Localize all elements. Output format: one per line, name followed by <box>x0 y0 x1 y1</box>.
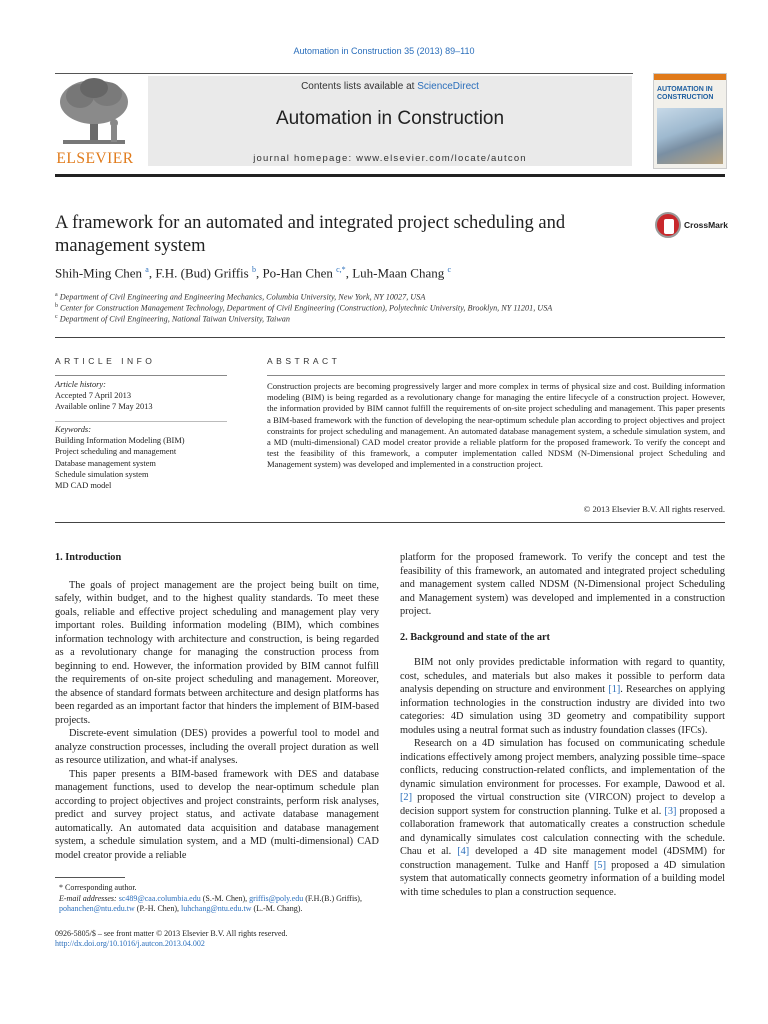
journal-homepage[interactable]: journal homepage: www.elsevier.com/locate/autcon <box>253 153 527 164</box>
abstract-copyright: © 2013 Elsevier B.V. All rights reserved. <box>583 504 725 514</box>
crossmark-badge[interactable] <box>655 212 727 240</box>
affiliation-a: $^a$ Department of Civil Engineering and Engineering Mechanics, Columbia University, New York, NY 10027, USA <box>55 292 426 302</box>
available-date: Available online 7 May 2013 <box>55 402 153 412</box>
abstract-text: Construction projects are becoming progressively larger and more complex in terms of physical size and cost. Building information modeling (BIM) is being regarded as a revolutionary change for managing the entire lifecycle of a construction project. However, the information provided by BIM cannot fulfill the requirements of on-site project scheduling and management. This paper presents a BIM-based framework with the function of developing the near-optimum schedule plan according to project objectives and project constraints for project scheduling and management. An automated database management system, a schedule simulation system, and a MD (multi-dimensional) CAD model creator provide a reliable platform for the proposed framework. To verify the concept and test the feasibility of this framework, a computer implementation called NDSM (N-Dimensional project Scheduling and Management system) was developed and implemented in a construction project. <box>267 381 725 470</box>
section-heading-background: 2. Background and state of the art <box>400 631 550 643</box>
affiliation-b: $^b$ Center for Construction Management Technology, Department of Civil Engineering (Construction), Polytechnic University, Brooklyn, NY 11201, USA <box>55 303 553 313</box>
citation-link[interactable]: [4] <box>457 846 470 857</box>
sciencedirect-link[interactable]: ScienceDirect <box>417 81 479 92</box>
journal-name: Automation in Construction <box>275 108 505 129</box>
email-link[interactable]: sc489@caa.columbia.edu <box>118 893 201 903</box>
abstract-heading: ABSTRACT <box>267 356 341 366</box>
article-history <box>55 379 235 413</box>
email-addresses: E-mail addresses: sc489@caa.columbia.edu (S.-M. Chen), griffis@poly.edu (F.H.(B.) Griffis), pohanchen@ntu.edu.tw (P.-H. Chen), luhchang@ntu.edu.tw (L.-M. Chang). <box>59 893 362 913</box>
citation-link[interactable]: [1] <box>608 684 621 695</box>
author-affiliation-ref[interactable]: c,* <box>336 265 346 274</box>
keyword: Project scheduling and management <box>55 447 177 457</box>
author-list: Shih-Ming Chen $^a$, F.H. (Bud) Griffis $^b$, Po-Han Chen $^{c,*}$, Luh-Maan Chang $^c$ <box>55 265 452 281</box>
keywords-label: Keywords: <box>55 425 91 434</box>
section-heading-introduction: 1. Introduction <box>55 552 122 563</box>
abstract-bottom-rule <box>55 522 725 523</box>
body-paragraph: platform for the proposed framework. To verify the concept and test the feasibility of this framework, an automated and integrated project scheduling and management system called NDSM (N-Dimensional project Scheduling and Management system) was developed and implemented in a construction project. <box>400 552 725 617</box>
journal-cover-image[interactable] <box>653 73 727 169</box>
contents-prefix: Contents lists available at <box>301 81 418 92</box>
keywords-rule <box>55 421 227 422</box>
contents-line <box>148 81 632 92</box>
history-label: Article history: <box>55 380 106 389</box>
article-title: A framework for an automated and integrated project scheduling and management system <box>55 213 566 256</box>
author-affiliation-ref[interactable]: a <box>145 265 149 274</box>
front-matter-note: 0926-5805/$ – see front matter © 2013 Elsevier B.V. All rights reserved. <box>55 928 288 938</box>
cover-title: AUTOMATION IN CONSTRUCTION <box>657 86 714 101</box>
citation-link[interactable]: [2] <box>400 792 413 803</box>
article-info-heading: ARTICLE INFO <box>55 356 156 366</box>
email-link[interactable]: luhchang@ntu.edu.tw <box>181 904 252 913</box>
citation-link[interactable]: [3] <box>664 805 677 817</box>
email-link[interactable]: griffis@poly.edu <box>249 893 304 903</box>
footnote-rule <box>55 877 125 878</box>
header-thick-rule <box>55 174 725 177</box>
crossmark-icon <box>655 212 681 238</box>
author-affiliation-ref[interactable]: b <box>251 265 256 274</box>
right-column <box>400 551 725 899</box>
abstract-rule <box>267 375 725 376</box>
author-name[interactable]: Luh-Maan Chang <box>352 265 445 281</box>
body-paragraph: BIM not only provides predictable information with regard to quantity, cost, schedules, and materials but also makes it possible to perform data analysis depending on structure and environment [1]. Researches on applying information technologies in the construction industry are divided into two categories: 4D simulation using 3D geometry and compatibility support modules using a neutral format such as industry foundation classes (IFCs). <box>400 657 725 736</box>
left-column <box>55 551 379 862</box>
footnotes <box>55 883 379 950</box>
body-paragraph: Research on a 4D simulation has focused on communicating schedule indications effectively among project members, analyzing possible time–space conflicts, reducing construction-related conflicts, and implementation of the dynamic simulation environment for processes. For example, Dawood et al. [2] proposed the virtual construction site (VIRCON) project to develop a decision support system for construction planning. Tulke et al. [3] proposed a collaboration framework that automatically creates a construction schedule and dynamically simulates cost calculation connecting with the schedule. Chau et al. [4] developed a 4D site management model (4DSMM) for construction management. Tulke and Hanff [5] proposed a 4D simulation system that automatically connects geometry information of a building model with time schedules to plan a construction sequence. <box>400 738 725 898</box>
citation-link[interactable]: [5] <box>594 859 607 871</box>
section-divider <box>55 337 725 338</box>
body-paragraph: This paper presents a BIM-based framework with DES and database management functions, used to develop the near-optimum schedule plan according to project objectives and project constraints, perform risk analyses, predict and survey project status, and activate database management automatically. An automated data acquisition and database management system, a schedule simulation system, and a MD (multi-dimensional) CAD model creator provide a reliable <box>55 768 379 861</box>
journal-reference-link[interactable]: Automation in Construction 35 (2013) 89–110 <box>293 46 475 56</box>
author-name[interactable]: Po-Han Chen <box>262 265 333 281</box>
crossmark-label: CrossMark <box>684 220 728 230</box>
keyword: MD CAD model <box>55 481 112 491</box>
body-paragraph: The goals of project management are the project being built on time, safely, within budget, and to the highest quality standards. To meet these goals, reliable and effective project scheduling and management play very important roles. Building information modeling (BIM), which combines information technology with architecture and construction, is being regarded as a revolutionary change for managing the construction process from beginning to end. However, the information provided by BIM cannot fulfill the requirements of on-site project scheduling and management. Moreover, the absence of standard formats between architecture and design platforms has been regarded as an important factor that hinders the implement of BIM-based projects. <box>55 579 379 726</box>
keyword: Database management system <box>55 458 156 468</box>
body-paragraph: Discrete-event simulation (DES) provides a powerful tool to model and analyze construction processes, including the overall project duration as well as resource utilization, and what-if analyses. <box>55 728 379 766</box>
corresponding-author-note: * Corresponding author. <box>59 883 137 892</box>
author-name[interactable]: Shih-Ming Chen <box>55 265 143 281</box>
cover-photo <box>657 108 723 164</box>
email-label: E-mail addresses: <box>59 893 117 903</box>
keywords-block <box>55 424 245 491</box>
author-affiliation-ref[interactable]: c <box>447 265 452 274</box>
author-name[interactable]: F.H. (Bud) Griffis <box>155 265 249 281</box>
doi-link[interactable]: http://dx.doi.org/10.1016/j.autcon.2013.04.002 <box>55 939 205 948</box>
article-info-rule <box>55 375 227 376</box>
cover-band <box>654 74 726 80</box>
elsevier-wordmark: ELSEVIER <box>56 150 134 167</box>
affiliation-c: $^c$ Department of Civil Engineering, National Taiwan University, Taiwan <box>55 314 290 324</box>
header-rule <box>55 73 633 74</box>
keyword: Schedule simulation system <box>55 469 149 479</box>
accepted-date: Accepted 7 April 2013 <box>55 391 132 401</box>
email-link[interactable]: pohanchen@ntu.edu.tw <box>59 904 135 913</box>
keyword: Building Information Modeling (BIM) <box>55 436 185 446</box>
